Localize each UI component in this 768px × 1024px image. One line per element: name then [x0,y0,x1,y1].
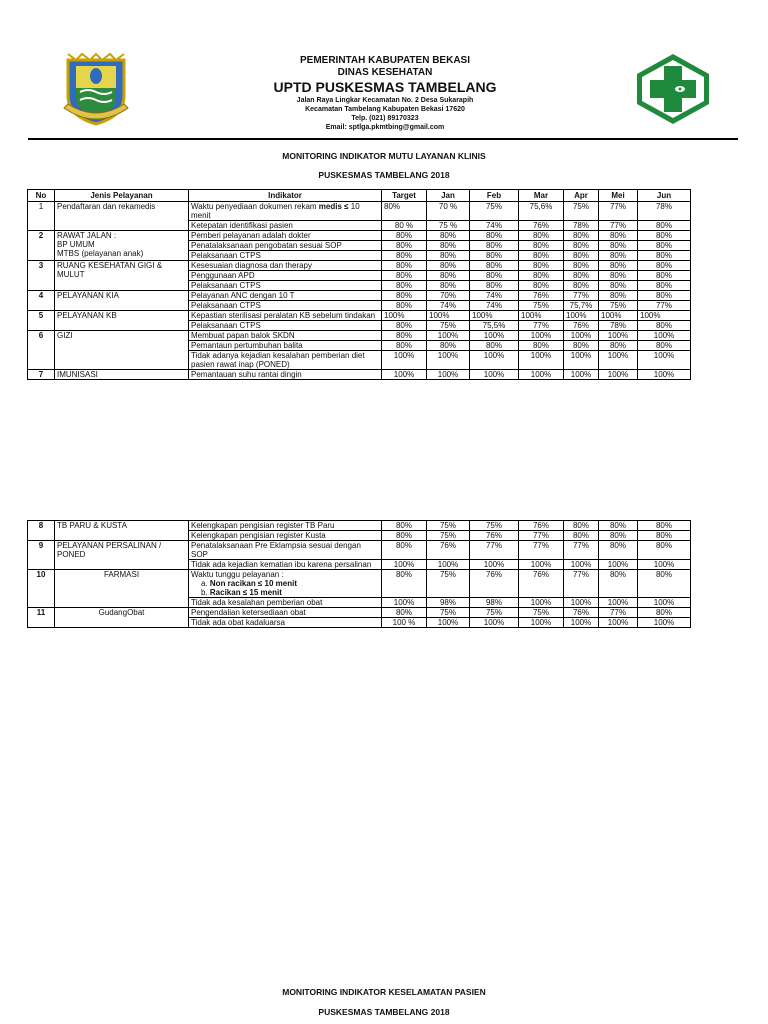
apr-cell: 100% [564,351,599,370]
jun-cell: 100% [638,331,691,341]
target-cell: 100% [382,560,427,570]
target-cell: 100% [382,370,427,380]
mar-cell: 80% [519,231,564,241]
mar-cell: 100% [519,560,564,570]
indicator-text: Pelayanan ANC dengan 10 T [189,291,382,301]
jun-cell: 80% [638,521,691,531]
jun-cell: 80% [638,291,691,301]
feb-cell: 75,5% [470,321,519,331]
apr-cell: 80% [564,281,599,291]
header-mei: Mei [599,190,638,202]
mar-cell: 100% [519,351,564,370]
subitem-prefix: a. [201,579,208,588]
indicator-text: Pemberi pelayanan adalah dokter [189,231,382,241]
table-row [28,261,691,271]
indicator-text: Tidak ada obat kadaluarsa [189,618,382,628]
puskesmas-green-cross-icon [630,52,716,126]
header-no: No [28,190,55,202]
jun-cell: 80% [638,281,691,291]
feb-cell: 75% [470,521,519,531]
jun-cell: 80% [638,531,691,541]
jan-cell: 80% [427,241,470,251]
indicator-text: Kelengkapan pengisian register Kusta [189,531,382,541]
feb-cell: 77% [470,541,519,560]
jun-cell: 78% [638,202,691,221]
target-cell: 80% [382,531,427,541]
mei-cell: 100% [599,598,638,608]
indicator-text [189,202,382,221]
mei-cell: 100% [599,370,638,380]
table-row [28,541,691,560]
jun-cell: 100% [638,351,691,370]
feb-cell: 74% [470,221,519,231]
indicator-text: Kesesuaian diagnosa dan therapy [189,261,382,271]
apr-cell: 78% [564,221,599,231]
jan-cell: 100% [427,618,470,628]
mar-cell: 80% [519,271,564,281]
apr-cell: 75,7% [564,301,599,311]
jun-cell: 80% [638,321,691,331]
target-cell: 80% [382,331,427,341]
feb-cell: 76% [470,570,519,598]
table-row [28,608,691,618]
target-cell: 80% [382,271,427,281]
target-cell: 80% [382,301,427,311]
target-cell: 80% [382,241,427,251]
indicator-text-bold: medis ≤ [318,202,349,211]
mei-cell: 80% [599,570,638,598]
jan-cell: 100% [427,331,470,341]
section-title-2: MONITORING INDIKATOR KESELAMATAN PASIEN [282,987,486,997]
apr-cell: 100% [564,560,599,570]
row-number: 2 [28,231,55,261]
apr-cell: 80% [564,341,599,351]
mar-cell: 76% [519,291,564,301]
jun-cell: 80% [638,231,691,241]
mar-cell: 76% [519,570,564,598]
mar-cell: 77% [519,321,564,331]
indicator-subitem [191,579,379,588]
indicator-text: Penggunaan APD [189,271,382,281]
indicator-text: Tidak ada kesalahan pemberian obat [189,598,382,608]
apr-cell: 100% [564,598,599,608]
indicator-text: Kelengkapan pengisian register TB Paru [189,521,382,531]
jun-cell: 80% [638,221,691,231]
subitem-prefix: b. [201,588,208,597]
jun-cell: 100% [638,370,691,380]
subitem-text: Racikan ≤ 15 menit [209,588,282,597]
feb-cell: 100% [470,331,519,341]
letterhead [0,0,768,145]
target-cell: 100 % [382,618,427,628]
feb-cell: 100% [470,311,519,321]
indicator-text [189,570,382,598]
table-row [28,370,691,380]
jun-cell: 100% [638,560,691,570]
service-name: Pendaftaran dan rekamedis [55,202,189,231]
service-name-line: BP UMUM [57,240,95,249]
target-cell: 80% [382,231,427,241]
service-name: GudangObat [55,608,189,628]
jan-cell: 80% [427,231,470,241]
target-cell: 100% [382,311,427,321]
mei-cell: 100% [599,311,638,321]
apr-cell: 100% [564,618,599,628]
target-cell: 80% [382,608,427,618]
mar-cell: 77% [519,531,564,541]
target-cell: 80 % [382,221,427,231]
apr-cell: 80% [564,261,599,271]
mar-cell: 100% [519,598,564,608]
feb-cell: 80% [470,261,519,271]
feb-cell: 100% [470,351,519,370]
table-row [28,570,691,598]
mei-cell: 78% [599,321,638,331]
indicator-text: Kepastian sterilisasi peralatan KB sebelum tindakan [189,311,382,321]
mei-cell: 80% [599,521,638,531]
jan-cell: 70 % [427,202,470,221]
indicator-text: Penatalaksanaan Pre Eklampsia sesuai dengan SOP [189,541,382,560]
mei-cell: 100% [599,351,638,370]
feb-cell: 100% [470,370,519,380]
mei-cell: 80% [599,241,638,251]
service-name: PELAYANAN KIA [55,291,189,311]
jan-cell: 80% [427,261,470,271]
apr-cell: 80% [564,231,599,241]
feb-cell: 100% [470,618,519,628]
mar-cell: 100% [519,618,564,628]
indicator-text: Pelaksanaan CTPS [189,321,382,331]
apr-cell: 77% [564,541,599,560]
indicator-text: Pengendalian ketersediaan obat [189,608,382,618]
mei-cell: 80% [599,531,638,541]
indicator-text: Penatalaksanaan pengobatan sesuai SOP [189,241,382,251]
jan-cell: 98% [427,598,470,608]
jun-cell: 80% [638,251,691,261]
mar-cell: 80% [519,281,564,291]
service-name-line: MTBS (pelayanan anak) [57,249,144,258]
indicator-table-part-1 [27,189,691,380]
feb-cell: 80% [470,251,519,261]
jan-cell: 75% [427,521,470,531]
jun-cell: 77% [638,301,691,311]
target-cell: 80% [382,570,427,598]
row-number: 3 [28,261,55,291]
feb-cell: 80% [470,241,519,251]
jun-cell: 100% [638,618,691,628]
mar-cell: 75% [519,608,564,618]
table-row [28,231,691,241]
table-header-row [28,190,691,202]
section-title: MONITORING INDIKATOR MUTU LAYANAN KLINIS [282,151,486,161]
mei-cell: 80% [599,281,638,291]
apr-cell: 100% [564,331,599,341]
letterhead-text [230,55,540,132]
jun-cell: 80% [638,271,691,281]
header-feb: Feb [470,190,519,202]
jan-cell: 75% [427,531,470,541]
service-name: RUANG KESEHATAN GIGI & MULUT [55,261,189,291]
row-number: 10 [28,570,55,608]
header-jun: Jun [638,190,691,202]
mar-cell: 76% [519,521,564,531]
jun-cell: 80% [638,570,691,598]
mar-cell: 100% [519,331,564,341]
jun-cell: 80% [638,241,691,251]
feb-cell: 74% [470,301,519,311]
jun-cell: 80% [638,608,691,618]
service-name: IMUNISASI [55,370,189,380]
letterhead-phone: Telp. (021) 89170323 [351,115,419,122]
mar-cell: 100% [519,311,564,321]
apr-cell: 76% [564,608,599,618]
feb-cell: 75% [470,202,519,221]
service-name [55,231,189,261]
indicator-text: Pemantaun pertumbuhan balita [189,341,382,351]
mei-cell: 77% [599,202,638,221]
mei-cell: 100% [599,618,638,628]
mei-cell: 80% [599,251,638,261]
apr-cell: 77% [564,570,599,598]
jun-cell: 100% [638,598,691,608]
jun-cell: 80% [638,341,691,351]
row-number: 9 [28,541,55,570]
table-row [28,311,691,321]
target-cell: 80% [382,251,427,261]
feb-cell: 80% [470,341,519,351]
mei-cell: 80% [599,291,638,301]
feb-cell: 80% [470,231,519,241]
service-name: FARMASI [55,570,189,608]
jan-cell: 75% [427,570,470,598]
apr-cell: 77% [564,291,599,301]
jan-cell: 75 % [427,221,470,231]
indicator-text: Membuat papan balok SKDN [189,331,382,341]
indicator-text-part: Waktu tunggu pelayanan : [191,570,284,579]
mei-cell: 77% [599,221,638,231]
mei-cell: 80% [599,341,638,351]
letterhead-government: PEMERINTAH KABUPATEN BEKASI [299,55,470,66]
mar-cell: 80% [519,251,564,261]
letterhead-address-1: Jalan Raya Lingkar Kecamatan No. 2 Desa Sukarapih [296,97,474,104]
indicator-text-part: 10 menit [191,202,360,220]
row-number: 7 [28,370,55,380]
feb-cell: 100% [470,560,519,570]
header-indicator: Indikator [189,190,382,202]
feb-cell: 75% [470,608,519,618]
indicator-text: Tidak ada kejadian kematian ibu karena persalinan [189,560,382,570]
jan-cell: 74% [427,301,470,311]
mei-cell: 75% [599,301,638,311]
mei-cell: 80% [599,261,638,271]
header-jan: Jan [427,190,470,202]
mei-cell: 100% [599,560,638,570]
row-number: 4 [28,291,55,311]
service-name: GIZI [55,331,189,370]
target-cell: 80% [382,321,427,331]
target-cell: 80% [382,341,427,351]
jun-cell: 80% [638,541,691,560]
mar-cell: 76% [519,221,564,231]
letterhead-institution: UPTD PUSKESMAS TAMBELANG [273,79,497,95]
table-row [28,202,691,221]
header-service: Jenis Pelayanan [55,190,189,202]
indicator-text: Pelaksanaan CTPS [189,281,382,291]
indicator-text: Pelaksanaan CTPS [189,301,382,311]
jan-cell: 80% [427,341,470,351]
indicator-text: Ketepatan identifikasi pasien [189,221,382,231]
header-target: Target [382,190,427,202]
indicator-text-part: Waktu penyediaan dokumen rekam [191,202,319,211]
apr-cell: 76% [564,321,599,331]
jan-cell: 80% [427,251,470,261]
target-cell: 80% [382,521,427,531]
mei-cell: 80% [599,271,638,281]
feb-cell: 74% [470,291,519,301]
apr-cell: 80% [564,241,599,251]
section-subtitle-2: PUSKESMAS TAMBELANG 2018 [318,1007,450,1017]
jan-cell: 70% [427,291,470,301]
target-cell: 80% [382,291,427,301]
jan-cell: 100% [427,351,470,370]
mar-cell: 80% [519,341,564,351]
jan-cell: 80% [427,271,470,281]
letterhead-department: DINAS KESEHATAN [337,67,433,78]
apr-cell: 75% [564,202,599,221]
mar-cell: 77% [519,541,564,560]
mar-cell: 80% [519,261,564,271]
row-number: 11 [28,608,55,628]
bekasi-regency-crest-icon [62,52,130,126]
apr-cell: 80% [564,271,599,281]
indicator-table-part-2 [27,520,691,628]
letterhead-email: Email: sptlga.pkmtbing@gmail.com [325,124,445,131]
table-row [28,291,691,301]
indicator-text: Pelaksanaan CTPS [189,251,382,261]
header-mar: Mar [519,190,564,202]
table-row [28,521,691,531]
jan-cell: 76% [427,541,470,560]
apr-cell: 80% [564,531,599,541]
apr-cell: 100% [564,311,599,321]
table-row [28,331,691,341]
target-cell: 100% [382,598,427,608]
mei-cell: 80% [599,541,638,560]
apr-cell: 80% [564,521,599,531]
target-cell: 80% [382,281,427,291]
target-cell: 80% [382,261,427,271]
apr-cell: 100% [564,370,599,380]
section-subtitle: PUSKESMAS TAMBELANG 2018 [318,170,450,180]
jan-cell: 75% [427,608,470,618]
apr-cell: 80% [564,251,599,261]
row-number: 6 [28,331,55,370]
letterhead-address-2: Kecamatan Tambelang Kabupaten Bekasi 17620 [305,106,465,113]
target-cell: 80% [382,202,427,221]
feb-cell: 76% [470,531,519,541]
mar-cell: 75% [519,301,564,311]
target-cell: 100% [382,351,427,370]
service-name-line: RAWAT JALAN : [57,231,117,240]
jan-cell: 100% [427,311,470,321]
indicator-text: Pemantauan suhu rantai dingin [189,370,382,380]
feb-cell: 80% [470,281,519,291]
jan-cell: 75% [427,321,470,331]
target-cell: 80% [382,541,427,560]
row-number: 1 [28,202,55,231]
jan-cell: 100% [427,560,470,570]
jan-cell: 100% [427,370,470,380]
letterhead-divider [28,138,738,140]
indicator-subitem [191,588,379,597]
indicator-text: Tidak adanya kejadian kesalahan pemberian diet pasien rawat inap (PONED) [189,351,382,370]
jun-cell: 80% [638,261,691,271]
mar-cell: 75,6% [519,202,564,221]
header-apr: Apr [564,190,599,202]
service-name: TB PARU & KUSTA [55,521,189,541]
jun-cell: 100% [638,311,691,321]
mei-cell: 80% [599,231,638,241]
mei-cell: 100% [599,331,638,341]
service-name: PELAYANAN PERSALINAN / PONED [55,541,189,570]
row-number: 5 [28,311,55,331]
mar-cell: 100% [519,370,564,380]
feb-cell: 98% [470,598,519,608]
row-number: 8 [28,521,55,541]
jan-cell: 80% [427,281,470,291]
subitem-text: Non racikan ≤ 10 menit [209,579,297,588]
service-name: PELAYANAN KB [55,311,189,331]
feb-cell: 80% [470,271,519,281]
mei-cell: 77% [599,608,638,618]
mar-cell: 80% [519,241,564,251]
